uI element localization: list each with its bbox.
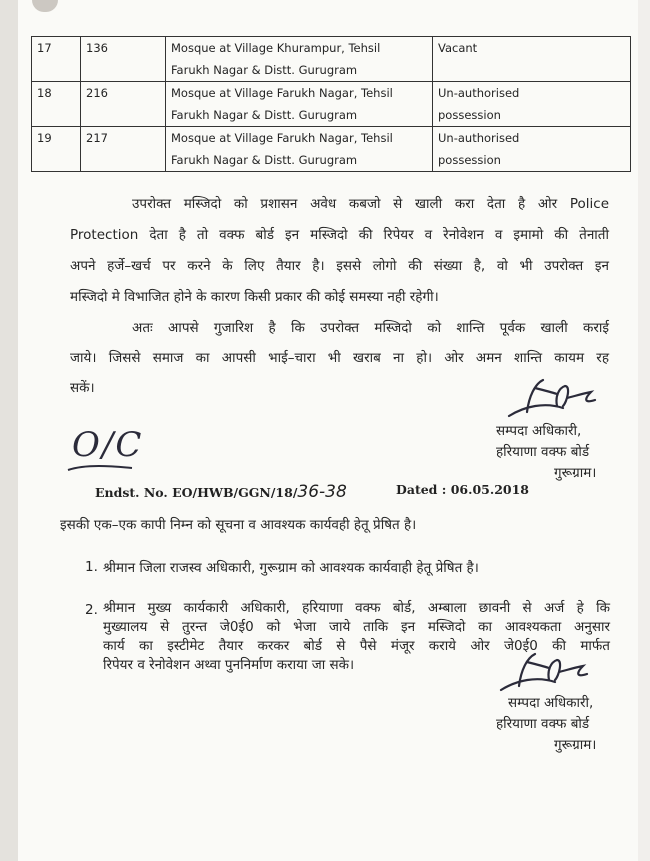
cell-serial-no: 17 [32, 37, 81, 82]
para2-line: जाये। जिससे समाज का आपसी भाई–चारा भी खराब ना हो। ओर अमन शान्ति कायम रह [70, 350, 609, 366]
list-item-1 [103, 558, 479, 578]
para2-line: सकें। [70, 380, 95, 396]
list-number-1: 1. [85, 559, 98, 575]
signature-block-2 [496, 693, 626, 756]
signature-1-icon [505, 376, 600, 426]
para1-line: उपरोक्त मस्जिदो को प्रशासन अवेध कबजो से खाली करा देता है ओर Police [132, 196, 609, 212]
paragraph-1 [70, 189, 609, 313]
cell-status [433, 127, 631, 172]
cell-serial-no: 19 [32, 127, 81, 172]
binder-edge [0, 0, 18, 861]
oc-underline [66, 462, 136, 474]
description-line: Farukh Nagar & Distt. Gurugram [171, 108, 358, 122]
para1-line: अपने हर्जे–खर्च पर करने के लिए तैयार है। इससे लोगो की संख्या है, वो भी उपरोक्त इन [70, 258, 609, 274]
endst-prefix: Endst. No. EO/HWB/GGN/18/ [95, 485, 298, 500]
sig2-designation: सम्पदा अधिकारी, [508, 695, 594, 711]
description-line: Farukh Nagar & Distt. Gurugram [171, 63, 358, 77]
sig2-organisation: हरियाणा वक्फ बोर्ड [496, 716, 590, 732]
sig1-designation: सम्पदा अधिकारी, [496, 423, 582, 439]
sig1-place: गुरूग्राम। [554, 465, 597, 481]
sig2-place: गुरूग्राम। [554, 737, 597, 753]
para2-line: अतः आपसे गुजारिश है कि उपरोक्त मस्जिदो को शान्ति पूर्वक खाली कराई [132, 320, 609, 336]
description-line: Mosque at Village Farukh Nagar, Tehsil [171, 131, 393, 145]
list2-line: कार्य का इस्टीमेट तैयार करकर बोर्ड से पैसे मंजूर कराये ओर जे0ई0 की मार्फत [103, 638, 610, 654]
status-line: Un-authorised [438, 131, 520, 145]
status-line: Un-authorised [438, 86, 520, 100]
list2-line: रिपेयर व रेनोवेशन अथ्वा पुननिर्माण कराया जा सके। [103, 657, 355, 673]
list1-line: श्रीमान जिला राजस्व अधिकारी, गुरूग्राम को आवश्यक कार्यवाही हेतू प्रेषित है। [103, 560, 479, 576]
status-line: possession [438, 153, 501, 167]
cell-status [433, 82, 631, 127]
table-row [32, 127, 631, 172]
list2-line: श्रीमान मुख्य कार्यकारी अधिकारी, हरियाणा वक्फ बोर्ड, अम्बाला छावनी से अर्ज हे कि [103, 600, 610, 616]
cell-status [433, 37, 631, 82]
cell-description [166, 37, 433, 82]
para1-line: मस्जिदो मे विभाजित होने के कारण किसी प्रकार की कोई समस्या नही रहेगी। [70, 289, 439, 305]
description-line: Mosque at Village Khurampur, Tehsil [171, 41, 381, 55]
table-row [32, 37, 631, 82]
sig1-organisation: हरियाणा वक्फ बोर्ड [496, 444, 590, 460]
copy-intro: इसकी एक–एक कापी निम्न को सूचना व आवश्यक कार्यवही हेतू प्रेषित है। [60, 517, 417, 533]
cell-khasra-no: 217 [81, 127, 166, 172]
cell-serial-no: 18 [32, 82, 81, 127]
endst-handwritten-number: 36-38 [297, 482, 347, 502]
signature-2-icon [497, 648, 592, 698]
cell-description [166, 127, 433, 172]
status-line: Vacant [438, 41, 478, 55]
list-number-2: 2. [85, 602, 98, 618]
description-line: Mosque at Village Farukh Nagar, Tehsil [171, 86, 393, 100]
mosque-table [31, 36, 631, 172]
handwritten-oc-note: O/C [72, 425, 144, 465]
description-line: Farukh Nagar & Distt. Gurugram [171, 153, 358, 167]
cell-khasra-no: 136 [81, 37, 166, 82]
endorsement-number [95, 482, 347, 502]
list2-line: मुख्यालय से तुरन्त जे0ई0 को भेजा जाये ताकि इन मस्जिदो का आवश्यकता अनुसार [103, 619, 610, 635]
endorsement-date: Dated : 06.05.2018 [396, 482, 530, 497]
table-row [32, 82, 631, 127]
status-line: possession [438, 108, 501, 122]
para1-line: Protection देता है तो वक्फ बोर्ड इन मस्जिदो की रिपेयर व रेनोवेशन व इमामो की तेनाती [70, 227, 609, 243]
cell-description [166, 82, 433, 127]
signature-block-1 [496, 421, 626, 484]
cell-khasra-no: 216 [81, 82, 166, 127]
